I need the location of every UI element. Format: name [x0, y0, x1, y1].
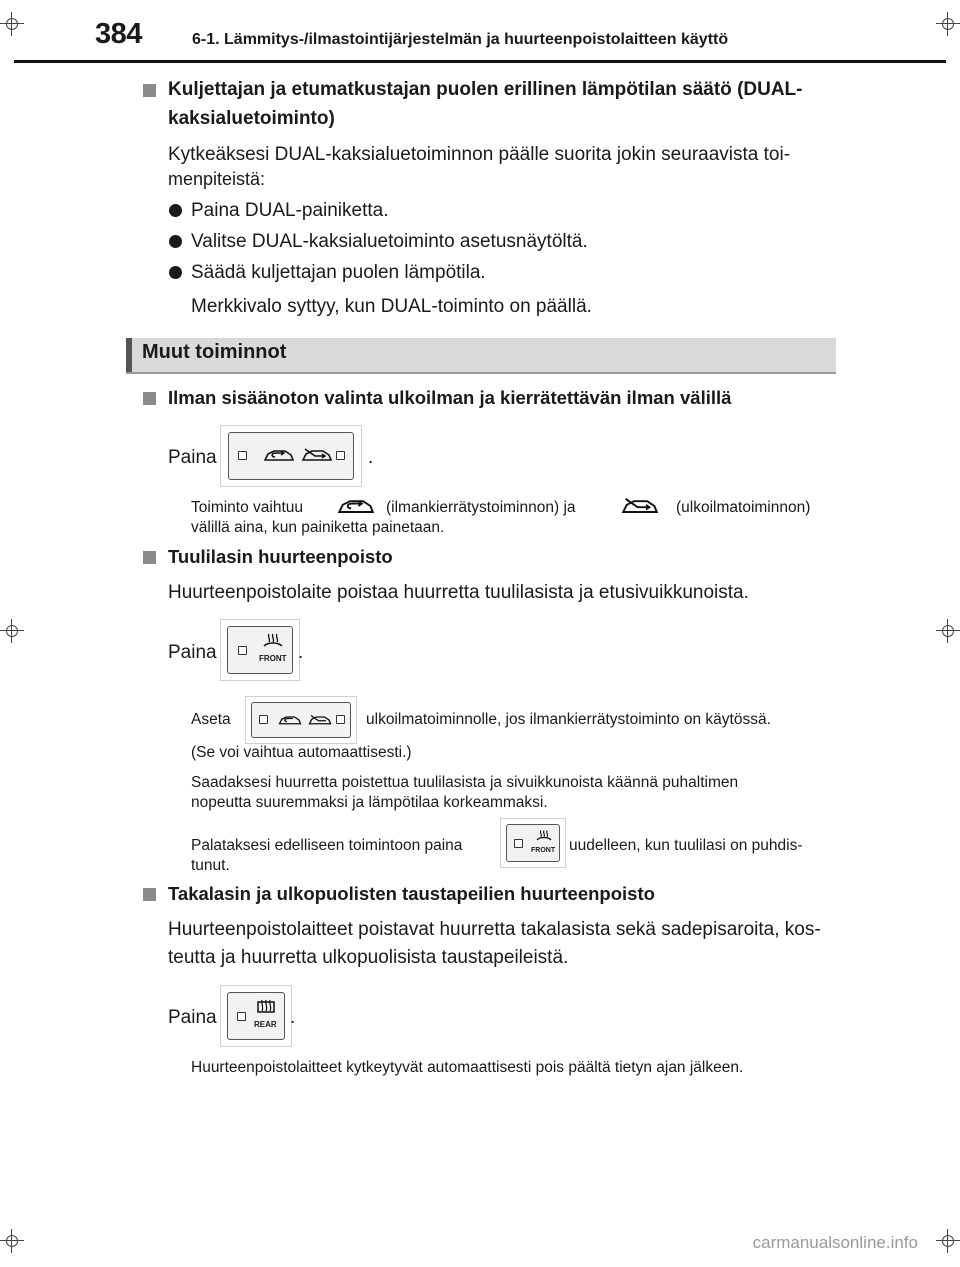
intake-note-a: Toiminto vaihtuu — [191, 499, 304, 516]
page-number: 384 — [95, 18, 142, 50]
indicator-led-icon — [336, 715, 345, 724]
rear-desc-line1: Huurteenpoistolaitteet poistavat huurretta takalasista sekä sadepisaroita, kos- — [168, 919, 821, 940]
intake-press-label: Paina — [168, 447, 217, 468]
windshield-return-line2: tunut. — [191, 857, 230, 874]
square-bullet-icon — [143, 551, 156, 564]
chapter-title: 6-1. Lämmitys-/ilmastointijärjestelmän ja huurteenpoistolaitteen käyttö — [192, 31, 729, 48]
outside-air-car-icon — [301, 445, 333, 465]
intake-note-line2: välillä aina, kun painiketta painetaan. — [191, 519, 445, 536]
windshield-return-b: uudelleen, kun tuulilasi on puhdis- — [569, 837, 803, 854]
dual-heading-line2: kaksialuetoiminto) — [168, 108, 335, 129]
indicator-led-icon — [238, 451, 247, 460]
indicator-led-icon — [238, 646, 247, 655]
windshield-return-a: Palataksesi edelliseen toimintoon paina — [191, 837, 463, 854]
watermark: carmanualsonline.info — [752, 1233, 918, 1252]
registration-mark-top-right — [942, 18, 954, 30]
dual-indicator-note: Merkkivalo syttyy, kun DUAL-toiminto on päällä. — [191, 296, 592, 317]
registration-mark-mid-left — [6, 625, 18, 637]
rear-auto-off-note: Huurteenpoistolaitteet kytkeytyvät automaattisesti pois päältä tietyn ajan jälkeen. — [191, 1059, 744, 1076]
section-bar-accent — [126, 338, 132, 372]
front-defroster-icon — [262, 632, 284, 650]
bullet-dot-icon — [169, 235, 182, 248]
windshield-press-label: Paina — [168, 642, 217, 663]
windshield-tip-line1: Saadaksesi huurretta poistettua tuulilasista ja sivuikkunoista käännä puhaltimen — [191, 774, 739, 791]
registration-mark-top-left — [6, 18, 18, 30]
square-bullet-icon — [143, 888, 156, 901]
front-button-label: FRONT — [531, 847, 556, 854]
square-bullet-icon — [143, 392, 156, 405]
rear-press-label: Paina — [168, 1007, 217, 1028]
section-bar — [126, 338, 836, 374]
outside-air-car-icon — [618, 494, 662, 518]
intake-note-c: (ulkoilmatoiminnon) — [676, 499, 811, 516]
rear-button-label: REAR — [254, 1020, 277, 1029]
recirculation-car-icon — [278, 712, 302, 728]
windshield-heading: Tuulilasin huurteenpoisto — [168, 546, 393, 567]
front-defroster-button-image — [500, 818, 566, 868]
windshield-description: Huurteenpoistolaite poistaa huurretta tuulilasista ja etusivuikkunoista. — [168, 582, 749, 603]
indicator-led-icon — [514, 839, 523, 848]
dual-intro-line1: Kytkeäksesi DUAL-kaksialuetoiminnon päälle suorita jokin seuraavista toi- — [168, 144, 791, 165]
front-defroster-button-image — [220, 619, 300, 681]
indicator-led-icon — [237, 1012, 246, 1021]
intake-heading: Ilman sisäänoton valinta ulkoilman ja kierrätettävän ilman välillä — [168, 387, 732, 408]
dual-bullet-1: Paina DUAL-painiketta. — [191, 200, 389, 221]
front-defroster-icon — [535, 829, 553, 843]
dual-bullet-3: Säädä kuljettajan puolen lämpötila. — [191, 262, 486, 283]
square-bullet-icon — [143, 84, 156, 97]
registration-mark-bottom-right — [942, 1235, 954, 1247]
section-title: Muut toiminnot — [142, 341, 287, 363]
outside-air-car-icon — [308, 712, 332, 728]
header-divider — [14, 60, 946, 63]
registration-mark-mid-right — [942, 625, 954, 637]
air-intake-button-image — [220, 425, 362, 487]
air-intake-button-image — [245, 696, 357, 744]
dual-heading-line1: Kuljettajan ja etumatkustajan puolen erillinen lämpötilan säätö (DUAL- — [168, 79, 803, 100]
rear-defogger-button-image — [220, 985, 292, 1047]
intake-note-b: (ilmankierrätystoiminnon) ja — [386, 499, 576, 516]
rear-defogger-icon — [256, 999, 276, 1015]
bullet-dot-icon — [169, 204, 182, 217]
windshield-press-end: . — [298, 642, 304, 663]
windshield-tip-line2: nopeutta suuremmaksi ja lämpötilaa korkeammaksi. — [191, 794, 548, 811]
front-button-label: FRONT — [259, 654, 287, 663]
dual-bullet-2: Valitse DUAL-kaksialuetoiminto asetusnäytöltä. — [191, 231, 588, 252]
indicator-led-icon — [336, 451, 345, 460]
intake-press-end: . — [368, 447, 374, 468]
registration-mark-bottom-left — [6, 1235, 18, 1247]
rear-heading: Takalasin ja ulkopuolisten taustapeilien huurteenpoisto — [168, 883, 655, 904]
windshield-set-a: Aseta — [191, 711, 231, 728]
rear-desc-line2: teutta ja huurretta ulkopuolisista taustapeileistä. — [168, 947, 569, 968]
bullet-dot-icon — [169, 266, 182, 279]
recirculation-car-icon — [263, 445, 295, 465]
recirculation-car-icon — [334, 494, 378, 518]
windshield-auto-note: (Se voi vaihtua automaattisesti.) — [191, 744, 412, 761]
indicator-led-icon — [259, 715, 268, 724]
dual-intro-line2: menpiteistä: — [168, 169, 266, 189]
rear-press-end: . — [290, 1007, 296, 1028]
windshield-set-b: ulkoilmatoiminnolle, jos ilmankierrätystoiminto on käytössä. — [366, 711, 771, 728]
